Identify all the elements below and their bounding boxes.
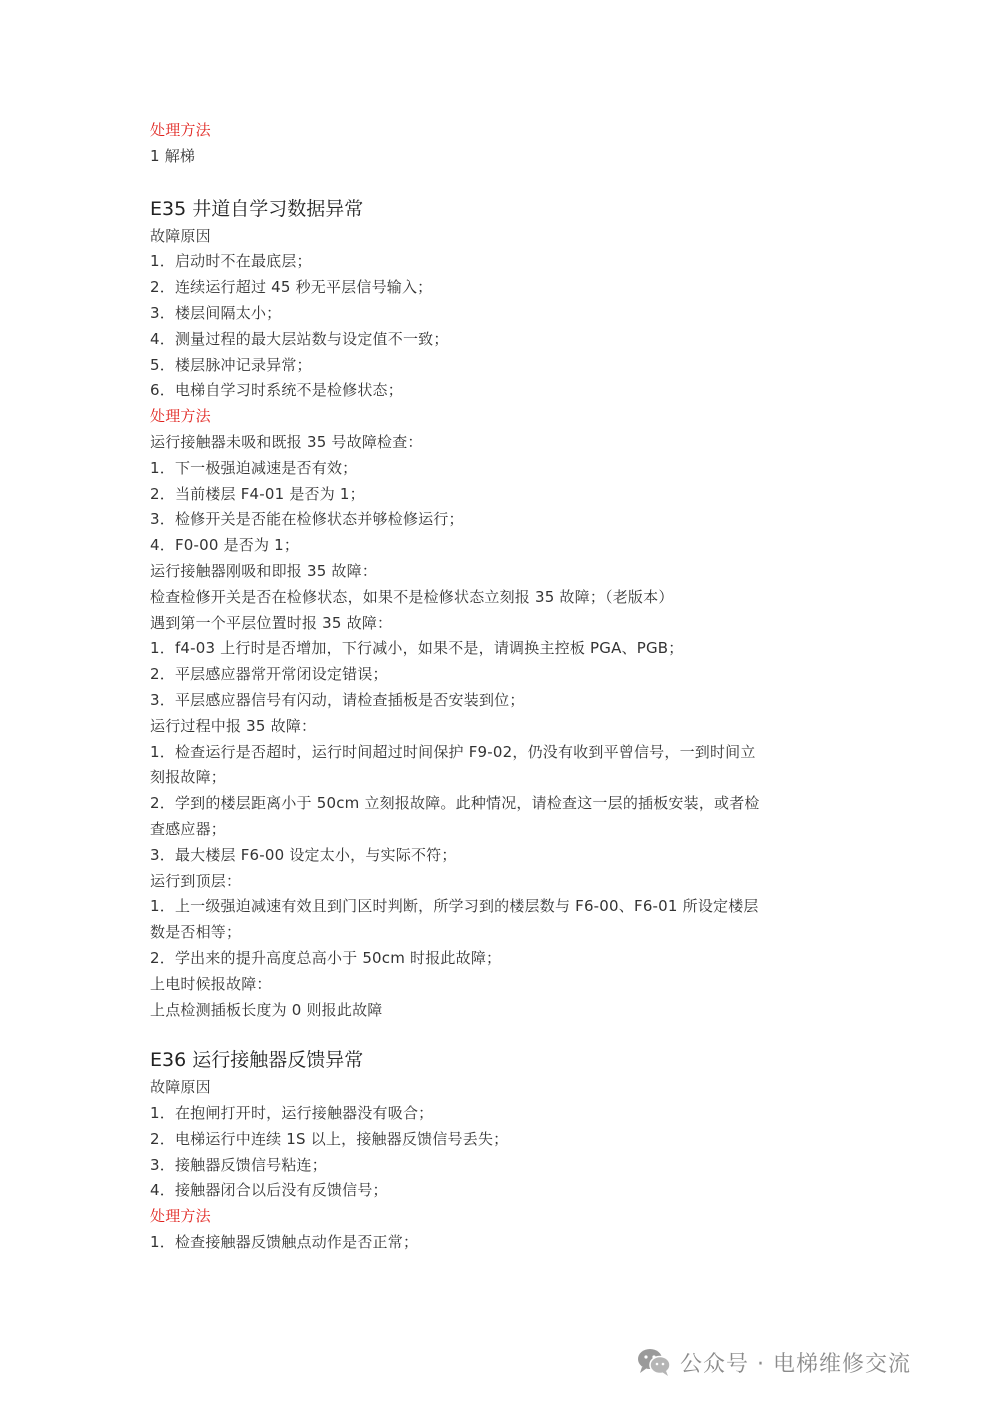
text-line: 运行过程中报 35 故障： — [150, 716, 317, 735]
method-label: 处理方法 — [150, 121, 211, 139]
text-line: 运行到顶层： — [150, 871, 242, 890]
text-line: 数是否相等； — [150, 923, 242, 942]
watermark — [636, 1342, 911, 1382]
spacer — [150, 170, 870, 194]
text-line: 1．启动时不在最底层； — [150, 252, 312, 271]
text-line: 4．F0-00 是否为 1； — [150, 536, 300, 555]
text-line: 4．测量过程的最大层站数与设定值不一致； — [150, 329, 449, 348]
intro-lines — [150, 144, 870, 170]
cause-label: 故障原因 — [150, 1078, 211, 1097]
cause-label: 故障原因 — [150, 226, 211, 245]
text-line: 5．楼层脉冲记录异常； — [150, 355, 312, 374]
text-line: 6．电梯自学习时系统不是检修状态； — [150, 381, 403, 400]
text-line: 2．连续运行超过 45 秒无平层信号输入； — [150, 278, 433, 297]
text-line: 1．检查接触器反馈触点动作是否正常； — [150, 1233, 419, 1252]
method-label: 处理方法 — [150, 407, 211, 426]
text-line: 上点检测插板长度为 0 则报此故障 — [150, 1000, 383, 1019]
text-line: 运行接触器未吸和既报 35 号故障检查： — [150, 432, 423, 451]
cause-list — [150, 249, 870, 404]
text-line: 3．接触器反馈信号粘连； — [150, 1155, 327, 1174]
text-line: 1．上一级强迫减速有效且到门区时判断，所学习到的楼层数与 F6-00、F6-01 所设定楼层 — [150, 897, 759, 916]
text-line: 上电时候报故障： — [150, 974, 272, 993]
method-label: 处理方法 — [150, 1207, 211, 1226]
text-line: 3．最大楼层 F6-00 设定太小，与实际不符； — [150, 845, 457, 864]
text-line: 1．检查运行是否超时，运行时间超过时间保护 F9-02，仍没有收到平曾信号，一到时间立 — [150, 742, 756, 761]
text-line: 3．检修开关是否能在检修状态并够检修运行； — [150, 510, 464, 529]
cause-list — [150, 1101, 870, 1204]
fault-heading-e35 — [150, 194, 870, 224]
text-line: 4．接触器闭合以后没有反馈信号； — [150, 1181, 388, 1200]
text-line: 1．f4-03 上行时是否增加，下行减小，如果不是，请调换主控板 PGA、PGB； — [150, 639, 684, 658]
text-line: 2．平层感应器常开常闭设定错误； — [150, 665, 388, 684]
text-line: 1 解梯 — [150, 146, 196, 165]
text-line: 刻报故障； — [150, 768, 227, 787]
text-line: 检查检修开关是否在检修状态，如果不是检修状态立刻报 35 故障；（老版本） — [150, 587, 674, 606]
fault-title: 运行接触器反馈异常 — [192, 1049, 364, 1072]
fault-title: 井道自学习数据异常 — [192, 197, 364, 220]
text-line: 2．学出来的提升高度总高小于 50cm 时报此故障； — [150, 948, 502, 967]
text-line: 2．学到的楼层距离小于 50cm 立刻报故障。此种情况，请检查这一层的插板安装，或者检 — [150, 794, 760, 813]
text-line: 运行接触器刚吸和即报 35 故障： — [150, 561, 378, 580]
text-line: 1．下一极强迫减速是否有效； — [150, 458, 358, 477]
text-line: 3．楼层间隔太小； — [150, 303, 282, 322]
text-line: 查感应器； — [150, 819, 227, 838]
fault-heading-e36 — [150, 1045, 870, 1075]
watermark-text: 公众号 · 电梯维修交流 — [680, 1351, 911, 1377]
text-line: 遇到第一个平层位置时报 35 故障： — [150, 613, 393, 632]
text-line: 2．当前楼层 F4-01 是否为 1； — [150, 484, 365, 503]
text-line: 2．电梯运行中连续 1S 以上，接触器反馈信号丢失； — [150, 1129, 509, 1148]
fault-code: E36 — [150, 1049, 187, 1072]
method-list — [150, 1230, 870, 1256]
text-line: 3．平层感应器信号有闪动，请检查插板是否安装到位； — [150, 690, 525, 709]
text-line: 1．在抱闸打开时，运行接触器没有吸合； — [150, 1104, 434, 1123]
document-content — [150, 118, 870, 1256]
wechat-icon — [636, 1347, 672, 1377]
fault-code: E35 — [150, 197, 187, 220]
method-list — [150, 430, 870, 1023]
spacer — [150, 1023, 870, 1045]
